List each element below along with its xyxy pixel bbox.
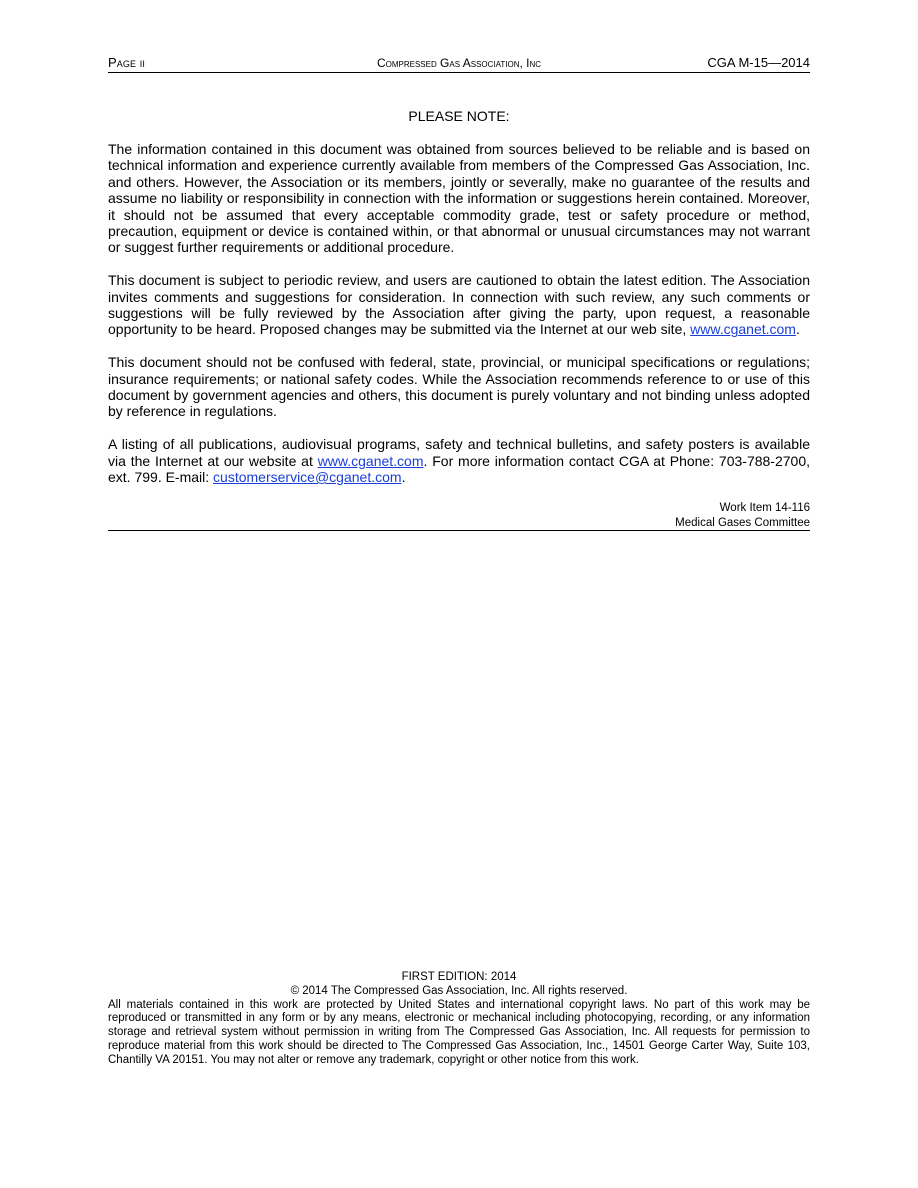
committee-name: Medical Gases Committee bbox=[108, 516, 810, 532]
notice-paragraph-regulations: This document should not be confused with federal, state, provincial, or municipal specifications or regulations; insurance requirements; or national safety codes. While the Association recommends reference to or use of this document by government agencies and others, this document is purely voluntary and not binding unless adopted by reference in regulations. bbox=[108, 354, 810, 420]
page-label: Page ii bbox=[108, 55, 145, 70]
contact-text: A listing of all publications, audiovisual programs, safety and technical bulletins, and safety posters is available via the Internet at our website at bbox=[108, 436, 810, 469]
running-header bbox=[108, 55, 810, 73]
org-name: Compressed Gas Association, Inc bbox=[376, 56, 542, 70]
website-link-contact[interactable]: www.cganet.com bbox=[317, 452, 424, 469]
review-end: . bbox=[795, 321, 800, 338]
copyright-footer bbox=[108, 971, 810, 1068]
notice-paragraph-reliability: The information contained in this document was obtained from sources believed to be reliable and is based on technical information and experience currently available from members of the Compressed Gas Association, Inc. and others. However, the Association or its members, jointly or severally, make no guarantee of the results and assume no liability or responsibility in connection with the information or suggestions herein contained. Moreover, it should not be assumed that every acceptable commodity grade, test or safety procedure or method, precaution, equipment or device is contained within, or that abnormal or unusual circumstances may not warrant or suggest further requirements or additional procedure. bbox=[108, 141, 810, 256]
website-link[interactable]: www.cganet.com bbox=[690, 321, 796, 338]
document-id: CGA M-15—2014 bbox=[707, 55, 810, 70]
work-item-block bbox=[108, 501, 810, 531]
notice-body bbox=[108, 141, 810, 485]
notice-title: PLEASE NOTE: bbox=[408, 108, 510, 124]
notice-paragraph-contact bbox=[108, 436, 810, 485]
document-page bbox=[108, 0, 810, 1188]
email-link[interactable]: customerservice@cganet.com bbox=[213, 469, 402, 486]
notice-paragraph-review bbox=[108, 272, 810, 338]
review-text: This document is subject to periodic review, and users are cautioned to obtain the latest edition. The Association invites comments and suggestions for consideration. In connection with such review, any such comments or suggestions will be fully reviewed by the Association after giving the party, upon request, a reasonable opportunity to be heard. Proposed changes may be submitted via the Internet at our web site, bbox=[108, 272, 810, 338]
copyright-line: © 2014 The Compressed Gas Association, Inc. All rights reserved. bbox=[290, 984, 628, 997]
contact-phone-text: . For more information contact CGA at Phone: 703-788-2700, ext. 799. E-mail: bbox=[108, 452, 810, 486]
edition-line: FIRST EDITION: 2014 bbox=[401, 971, 517, 983]
work-item-number: Work Item 14-116 bbox=[719, 502, 810, 514]
legal-notice: All materials contained in this work are protected by United States and international copyright laws. No part of this work may be reproduced or transmitted in any form or by any means, electronic or mechanical including photocopying, recording, or any information storage and retrieval system without permission in writing from The Compressed Gas Association, Inc. All requests for permission to reproduce material from this work should be directed to The Compressed Gas Association, Inc., 14501 George Carter Way, Suite 103, Chantilly VA 20151. You may not alter or remove any trademark, copyright or other notice from this work. bbox=[108, 998, 810, 1066]
contact-end: . bbox=[401, 469, 406, 486]
